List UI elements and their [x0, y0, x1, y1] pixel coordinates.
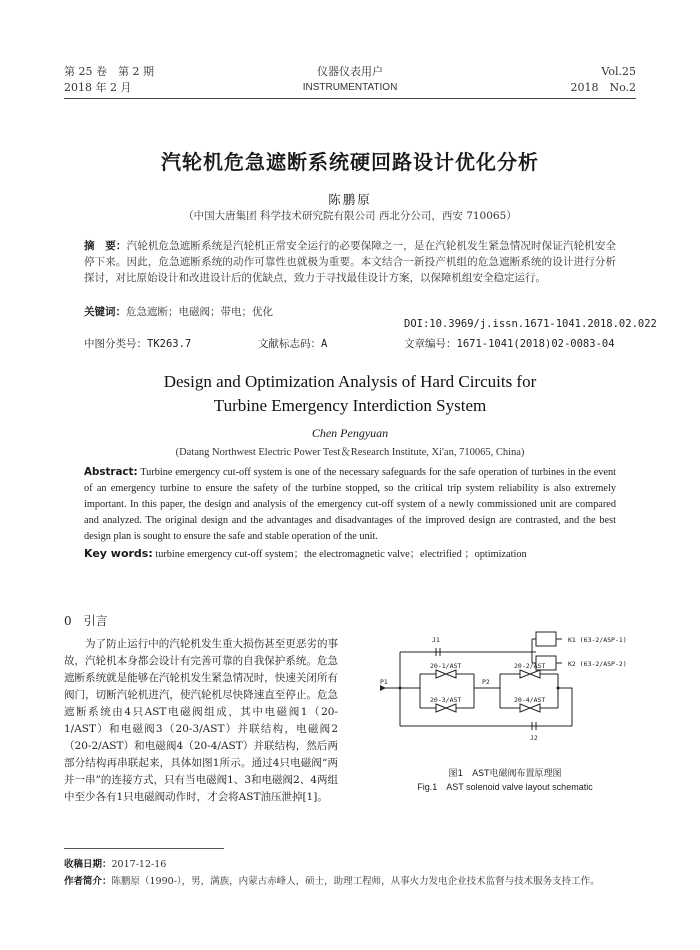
author-bio-text: 陈鹏原（1990-），男，满族，内蒙古赤峰人，硕士，助理工程师，从事火力发电企业技术监督与技术服务支持工作。 — [111, 876, 600, 887]
label-v4: 20-4/AST — [514, 696, 546, 704]
keywords-cn-label: 关键词： — [84, 306, 126, 318]
abstract-cn-text: 汽轮机危急遮断系统是汽轮机正常安全运行的必要保障之一，是在汽轮机发生紧急情况时保证汽轮机安全停下来。因此，危急遮断系统的动作可靠性也就极为重要。本文结合一新投产机组的危急遮断系统的设计进行分析探讨，对比原始设计和改进设计后的优缺点，致力于寻找最佳设计方案，以保障机组安全稳定运行。 — [84, 240, 617, 284]
article-no-value: 1671-1041(2018)02-0083-04 — [456, 338, 615, 350]
received-date — [64, 856, 166, 870]
abstract-cn — [84, 238, 616, 286]
abstract-cn-label: 摘 要： — [84, 240, 127, 252]
clc-label: 中图分类号： — [84, 338, 147, 350]
label-k2: K2 (63-2/ASP-2) — [568, 660, 627, 668]
author-bio — [64, 873, 644, 887]
label-p1: P1 — [380, 678, 388, 686]
abstract-en-label: Abstract: — [84, 466, 138, 478]
keywords-en-label: Key words: — [84, 547, 153, 560]
label-v2: 20-2/AST — [514, 662, 546, 670]
footnote-rule — [64, 848, 224, 849]
clc-number — [84, 336, 191, 351]
section-body: 为了防止运行中的汽轮机发生重大损伤甚至更恶劣的事故，汽轮机本身都会设计有完善可靠的自我保护系统。危急遮断系统就是能够在汽轮机发生紧急情况时，快速关闭所有阀门，切断汽轮机进汽，使汽轮机尽快降速直至停止。危急遮断系统由4只AST电磁阀组成，其中电磁阀1（20-1/AST）和电磁阀3（20-3/AST）并联结构，电磁阀2（20-2/AST）和电磁阀4（20-4/AST）并联结构，然后两部分结构再串联起来，具体如图1所示。通过4只电磁阀“两并一串”的连接方式，只有当电磁阀1、3和电磁阀2、4两组中至少各有1只电磁阀动作时，才会将AST油压泄掉[1]。 — [64, 638, 338, 803]
article-no-label: 文章编号： — [404, 338, 457, 350]
label-v3: 20-3/AST — [430, 696, 462, 704]
document-code — [258, 336, 327, 351]
header-rule — [64, 98, 636, 99]
journal-name-en: INSTRUMENTATION — [302, 82, 398, 93]
title-en — [0, 370, 700, 418]
affiliation-en: (Datang Northwest Electric Power Test＆Research Institute, Xi'an, 710065, China) — [175, 447, 525, 458]
affiliation-cn: （中国大唐集团 科学技术研究院有限公司 西北分公司，西安 710065） — [183, 210, 517, 222]
received-value: 2017-12-16 — [111, 859, 167, 870]
valve-20-2-icon — [520, 670, 540, 678]
journal-vol-en: Vol.25 — [601, 65, 636, 78]
valve-20-3-icon — [436, 704, 456, 712]
title-en-line1: Design and Optimization Analysis of Hard Circuits for — [163, 372, 537, 391]
label-j1: J1 — [432, 636, 440, 644]
label-k1: K1 (63-2/ASP-1) — [568, 636, 627, 644]
abstract-en-text: Turbine emergency cut-off system is one of the necessary safeguards for the safe operation of turbines in the event of an emergency turbine to ensure the safety of the turbine stopped, so the critical trip system reliability is also extremely important. In this paper, the design and analysis of the emergency cut-off system of a newly commissioned unit are compared and analyzed. The original design and the advantages and disadvantages of the improved design are contrasted, and the best design plan is sought to ensure the safe and stable operation of the unit. — [84, 467, 616, 542]
received-label: 收稿日期： — [64, 859, 112, 870]
label-v1: 20-1/AST — [430, 662, 462, 670]
keywords-cn-text: 危急遮断；电磁阀；带电；优化 — [126, 306, 273, 318]
doc-code-value: A — [321, 338, 328, 350]
doi: DOI:10.3969/j.issn.1671-1041.2018.02.022 — [404, 318, 657, 330]
article-number — [404, 336, 615, 351]
author-cn: 陈鹏原 — [328, 192, 372, 207]
label-j2: J2 — [530, 734, 538, 742]
doc-code-label: 文献标志码： — [258, 338, 321, 350]
valve-20-1-icon — [436, 670, 456, 678]
ast-valve-schematic — [372, 626, 642, 744]
journal-name-cn: 仪器仪表用户 — [317, 65, 383, 78]
title-en-line2: Turbine Emergency Interdiction System — [213, 396, 487, 415]
title-cn: 汽轮机危急遮断系统硬回路设计优化分析 — [161, 150, 539, 174]
figure-caption-en: Fig.1 AST solenoid valve layout schematic — [417, 782, 593, 792]
journal-issue-en: 2018 No.2 — [570, 81, 636, 94]
author-bio-label: 作者简介： — [64, 876, 112, 887]
figure-caption-cn: 图1 AST电磁阀布置原理图 — [448, 769, 562, 779]
journal-volume: 第 25 卷 第 2 期 — [64, 65, 154, 78]
label-p2: P2 — [482, 678, 490, 686]
clc-value: TK263.7 — [147, 338, 192, 350]
keywords-en-text: turbine emergency cut-off system；the electromagnetic valve；electrified ；optimization — [155, 549, 527, 560]
journal-date: 2018 年 2 月 — [64, 81, 132, 94]
abstract-en — [84, 464, 616, 545]
section-heading: 0 引言 — [64, 614, 108, 628]
valve-20-4-icon — [520, 704, 540, 712]
author-en: Chen Pengyuan — [311, 426, 389, 440]
keywords-en — [84, 546, 616, 563]
